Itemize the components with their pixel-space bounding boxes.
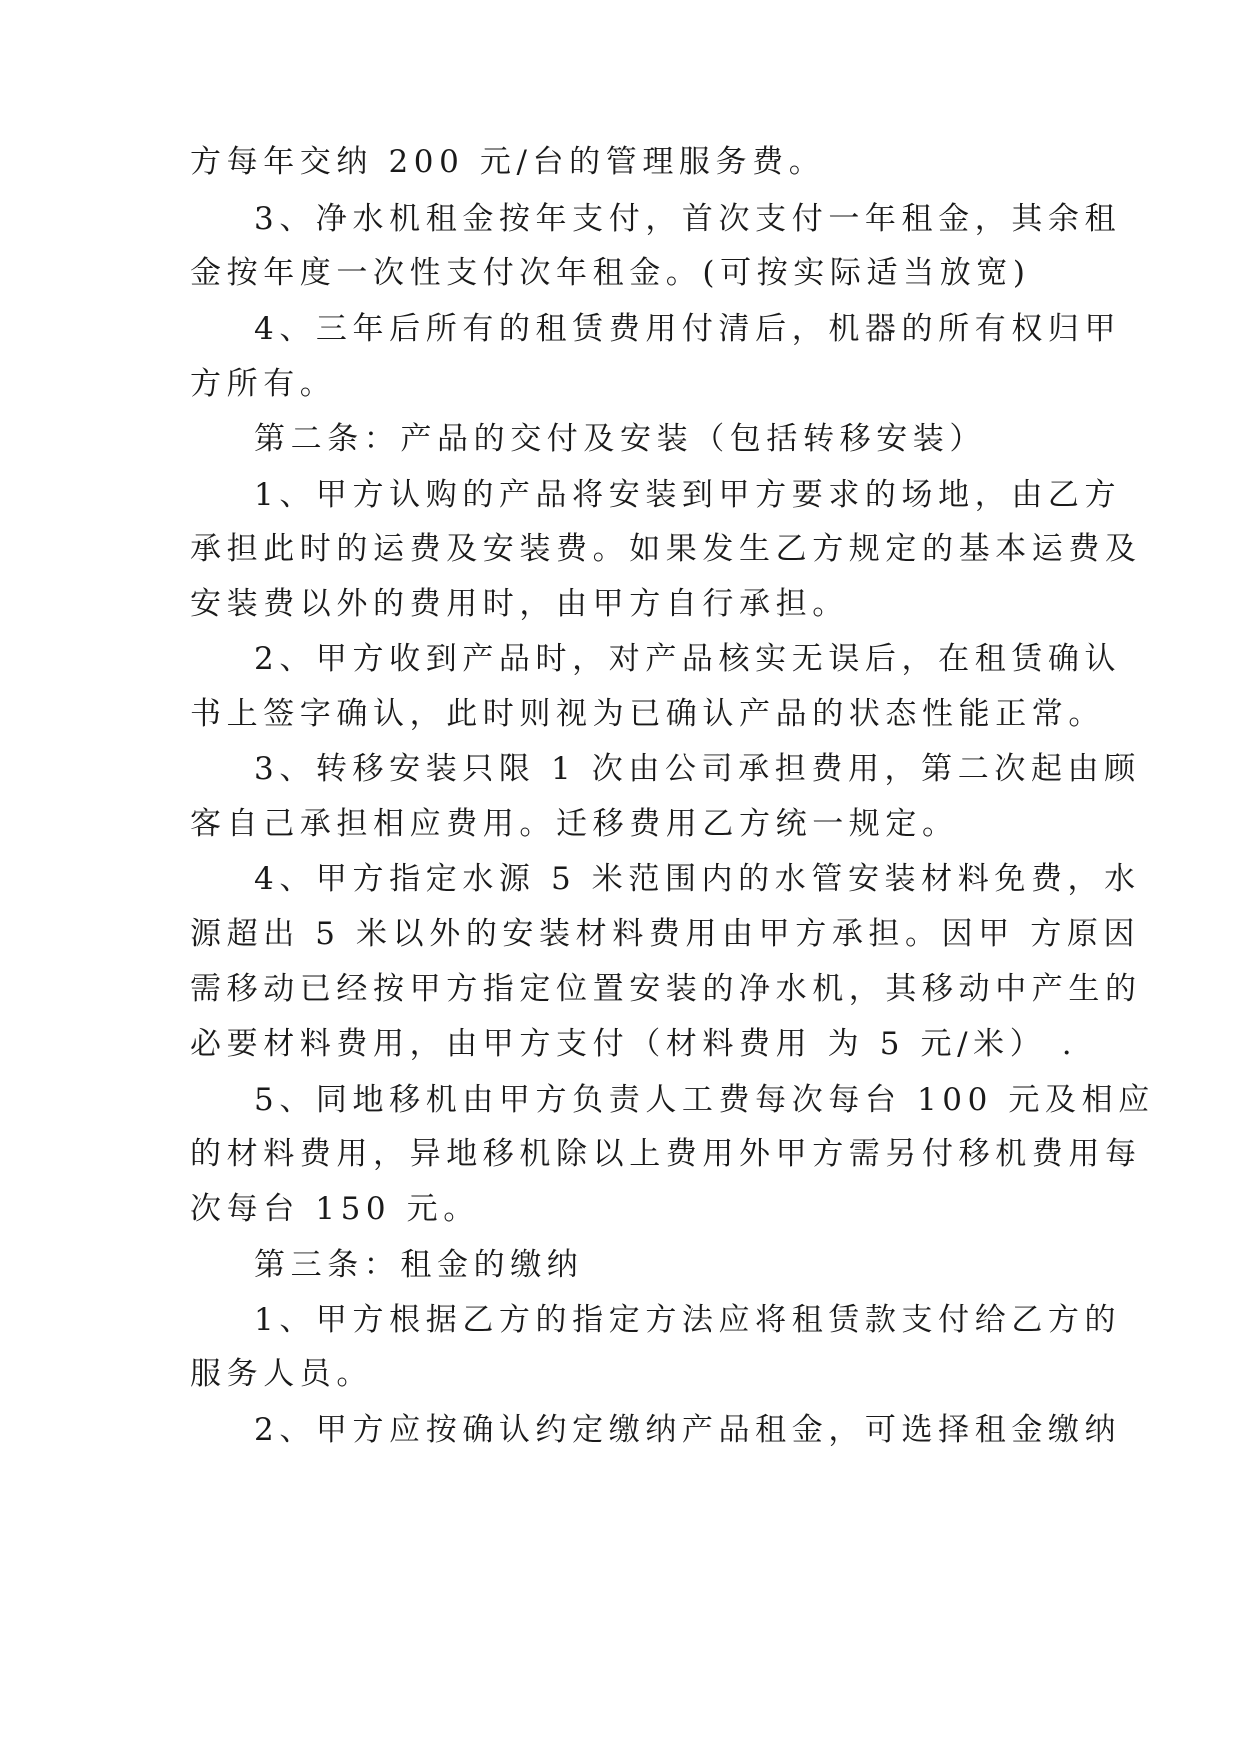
text-line: 金按年度一次性支付次年租金。(可按实际适当放宽): [190, 255, 1031, 291]
text-line: 方所有。: [190, 366, 337, 402]
text-line: 2、甲方收到产品时，对产品核实无误后，在租赁确认: [254, 641, 1122, 677]
text-line: 1、甲方根据乙方的指定方法应将租赁款支付给乙方的: [254, 1302, 1122, 1338]
text-line: 2、甲方应按确认约定缴纳产品租金，可选择租金缴纳: [254, 1412, 1122, 1448]
text-line: 安装费以外的费用时，由甲方自行承担。: [190, 586, 849, 622]
text-line: 次每台 150 元。: [190, 1191, 480, 1227]
text-line: 3、转移安装只限 1 次由公司承担费用，第二次起由顾: [254, 751, 1141, 787]
text-line: 1、甲方认购的产品将安装到甲方要求的场地，由乙方: [254, 477, 1122, 513]
text-line: 书上签字确认，此时则视为已确认产品的状态性能正常。: [190, 696, 1105, 732]
text-line: 服务人员。: [190, 1356, 373, 1392]
section-heading: 第三条：租金的缴纳: [254, 1247, 584, 1283]
text-line: 5、同地移机由甲方负责人工费每次每台 100 元及相应: [254, 1082, 1155, 1118]
text-line: 源超出 5 米以外的安装材料费用由甲方承担。因甲 方原因: [190, 916, 1141, 952]
text-line: 3、净水机租金按年支付，首次支付一年租金，其余租: [254, 201, 1122, 237]
text-line: 客自己承担相应费用。迁移费用乙方统一规定。: [190, 806, 959, 842]
text-line: 4、三年后所有的租赁费用付清后，机器的所有权归甲: [254, 311, 1122, 347]
text-line: 必要材料费用，由甲方支付（材料费用 为 5 元/米） .: [190, 1026, 1078, 1062]
text-line: 的材料费用，异地移机除以上费用外甲方需另付移机费用每: [190, 1136, 1142, 1172]
text-line: 需移动已经按甲方指定位置安装的净水机，其移动中产生的: [190, 971, 1142, 1007]
text-line: 承担此时的运费及安装费。如果发生乙方规定的基本运费及: [190, 531, 1142, 567]
text-line: 方每年交纳 200 元/台的管理服务费。: [190, 144, 826, 180]
section-heading: 第二条：产品的交付及安装（包括转移安装）: [254, 421, 986, 457]
text-line: 4、甲方指定水源 5 米范围内的水管安装材料免费，水: [254, 861, 1141, 897]
